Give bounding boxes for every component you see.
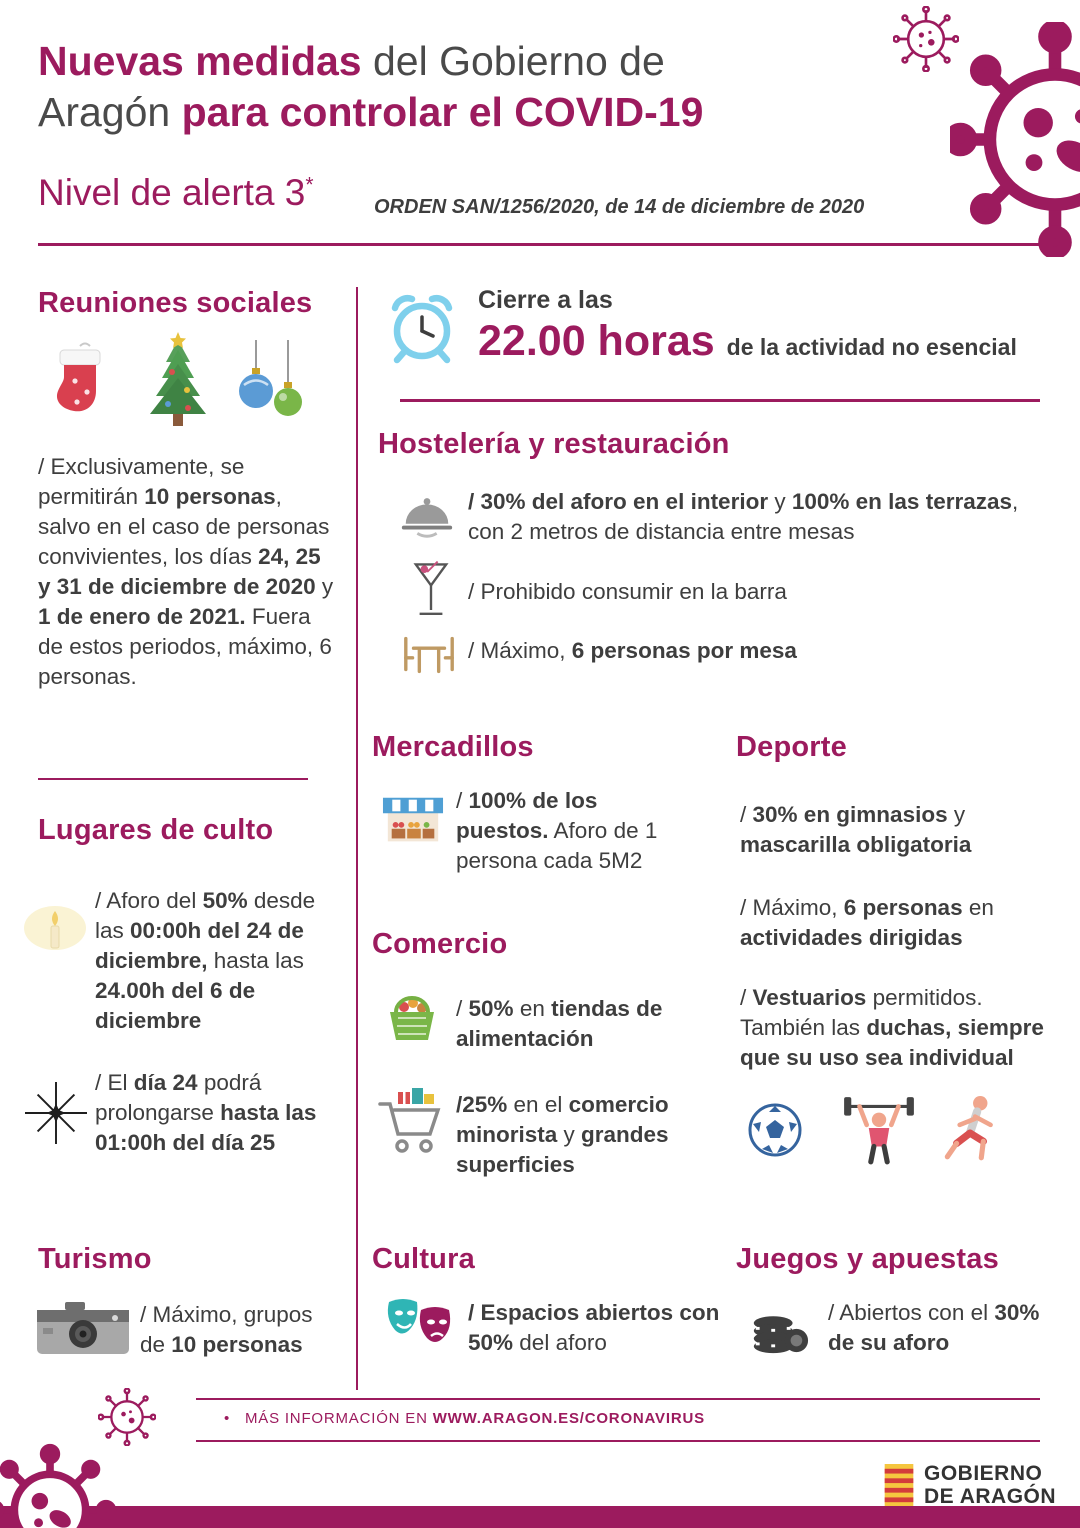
market-stall-icon xyxy=(382,792,444,850)
gobierno-aragon-logo xyxy=(884,1462,1056,1508)
logo-line-1: GOBIERNO xyxy=(924,1462,1043,1485)
closure-line1: Cierre a las xyxy=(478,286,613,314)
deporte-item-2: / Máximo, 6 personas en actividades dirigidas xyxy=(740,895,994,950)
soccer-ball-icon xyxy=(747,1102,803,1158)
left-divider-1 xyxy=(38,778,308,780)
aragon-flag-icon xyxy=(884,1464,914,1506)
virus-icon-bottom-large xyxy=(0,1440,120,1528)
hosteleria-item-2: / Prohibido consumir en la barra xyxy=(468,579,787,604)
culto-item-1: / Aforo del 50% desde las 00:00h del 24 de diciembre, hasta las 24.00h del 6 de diciembre xyxy=(95,888,316,1033)
cultura-title: Cultura xyxy=(372,1243,475,1275)
alert-level-text: Nivel de alerta 3 xyxy=(38,172,306,213)
footer-info-prefix: MÁS INFORMACIÓN EN xyxy=(244,1410,433,1427)
alert-level xyxy=(38,172,314,214)
alarm-clock-icon xyxy=(382,286,462,366)
christmas-stocking-icon xyxy=(44,342,116,428)
juegos-title: Juegos y apuestas xyxy=(736,1243,999,1275)
footer-info-url[interactable]: WWW.ARAGON.ES/CORONAVIRUS xyxy=(432,1410,705,1427)
deporte-item-1: / 30% en gimnasios y mascarilla obligatoria xyxy=(740,802,972,857)
footer-divider-top xyxy=(196,1398,1040,1400)
footer-bullet: • xyxy=(224,1410,231,1427)
ornaments-icon xyxy=(232,340,310,432)
cloche-icon xyxy=(398,490,456,540)
turismo-item-1: / Máximo, grupos de 10 personas xyxy=(140,1302,313,1357)
mercadillos-title: Mercadillos xyxy=(372,731,534,763)
comercio-item-2: /25% en el comercio minorista y grandes superficies xyxy=(456,1092,669,1177)
hosteleria-item-1: / 30% del aforo en el interior y 100% en las terrazas, con 2 metros de distancia entre mesas xyxy=(468,489,1019,544)
logo-line-2: DE ARAGÓN xyxy=(924,1485,1057,1508)
reuniones-title: Reuniones sociales xyxy=(38,287,313,319)
reuniones-paragraph: / Exclusivamente, se permitirán 10 personas, salvo en el caso de personas convivientes, los días 24, 25 y 31 de diciembre de 2020 y 1 de enero de 2021. Fuera de estos periodos, máximo, 6 personas. xyxy=(38,454,334,689)
closure-time: 22.00 horas xyxy=(478,317,715,365)
culto-item-2: / El día 24 podrá prolongarse hasta las 01:00h del día 25 xyxy=(95,1070,317,1155)
virus-outline-icon-bottom xyxy=(98,1388,156,1446)
star-icon xyxy=(25,1082,87,1144)
comercio-title: Comercio xyxy=(372,928,508,960)
hosteleria-title: Hostelería y restauración xyxy=(378,428,730,460)
turismo-title: Turismo xyxy=(38,1243,152,1275)
mercadillos-item-1: / 100% de los puestos. Aforo de 1 persona cada 5M2 xyxy=(456,788,658,873)
footer-info xyxy=(224,1410,705,1427)
column-divider xyxy=(356,287,358,1390)
virus-icon-top-large xyxy=(950,22,1080,257)
camera-icon xyxy=(35,1298,131,1360)
order-reference: ORDEN SAN/1256/2020, de 14 de diciembre de 2020 xyxy=(374,196,865,218)
candle-icon xyxy=(20,898,90,958)
closure-banner xyxy=(478,286,1048,366)
header-divider xyxy=(38,243,1040,246)
cultura-item-1: / Espacios abiertos con 50% del aforo xyxy=(468,1300,720,1355)
footer-bar xyxy=(0,1506,1080,1528)
closure-divider xyxy=(400,399,1040,402)
title-accent-2: para controlar el COVID-19 xyxy=(181,89,704,135)
closure-suffix: de la actividad no esencial xyxy=(726,334,1017,360)
comercio-item-1: / 50% en tiendas de alimentación xyxy=(456,996,663,1051)
table-chairs-icon xyxy=(400,630,458,678)
page-title xyxy=(38,36,878,138)
christmas-tree-icon xyxy=(130,332,226,430)
shopping-cart-icon xyxy=(376,1082,446,1160)
alert-asterisk: * xyxy=(305,173,314,197)
juegos-item-1: / Abiertos con el 30% de su aforo xyxy=(828,1300,1040,1355)
poker-chips-icon xyxy=(748,1294,810,1356)
deporte-item-3: / Vestuarios permitidos. También las duchas, siempre que su uso sea individual xyxy=(740,985,1044,1070)
title-gray-1: del Gobierno de xyxy=(361,38,665,84)
culto-title: Lugares de culto xyxy=(38,814,274,846)
title-gray-2: Aragón xyxy=(38,89,182,135)
deporte-title: Deporte xyxy=(736,731,847,763)
theater-masks-icon xyxy=(378,1294,460,1356)
hosteleria-item-3: / Máximo, 6 personas por mesa xyxy=(468,638,797,663)
grocery-basket-icon xyxy=(382,988,442,1044)
logo-text xyxy=(924,1462,1056,1508)
running-icon xyxy=(938,1094,1004,1166)
cocktail-icon xyxy=(412,560,450,622)
title-accent-1: Nuevas medidas xyxy=(38,38,362,84)
weightlifting-icon xyxy=(840,1092,918,1166)
footer-divider-bottom xyxy=(196,1440,1040,1442)
